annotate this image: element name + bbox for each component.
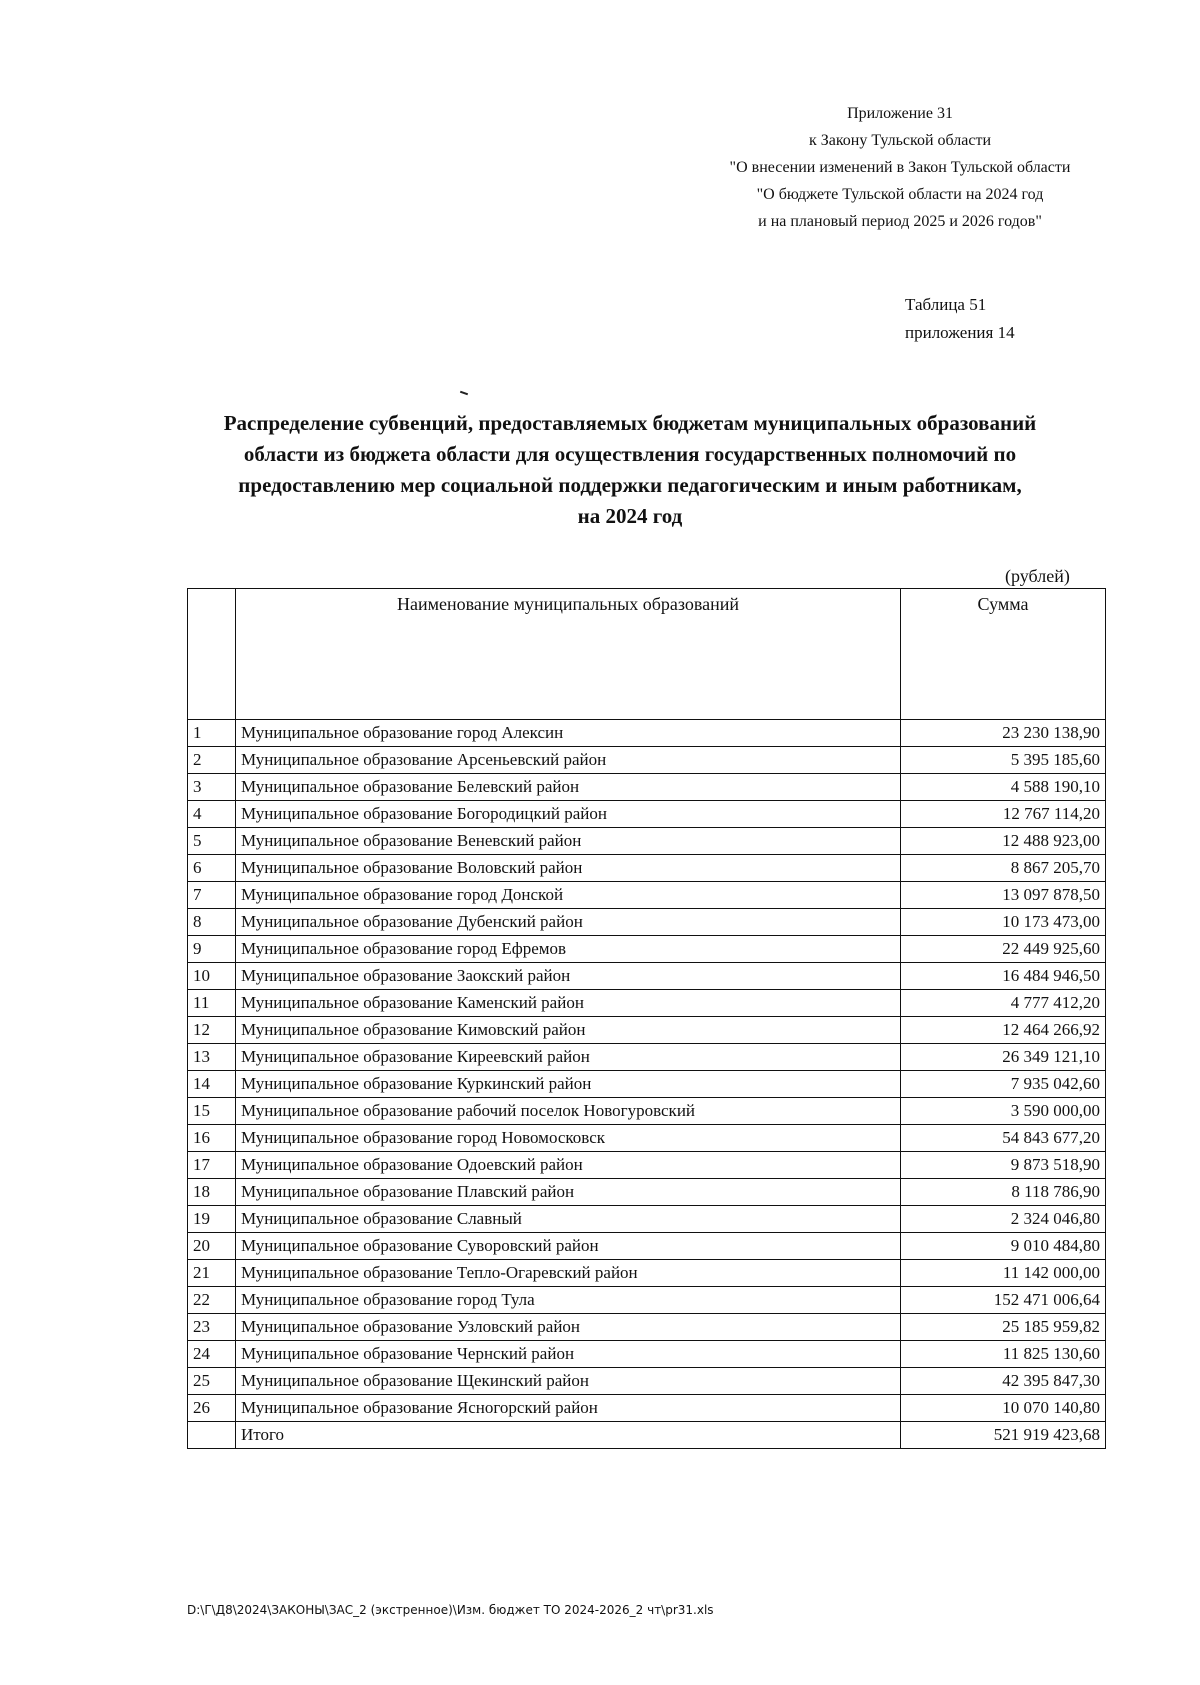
document-title (150, 408, 1110, 532)
row-name: Муниципальное образование Дубенский район (236, 909, 901, 936)
row-sum: 23 230 138,90 (901, 720, 1106, 747)
row-number: 18 (188, 1179, 236, 1206)
row-name: Муниципальное образование Славный (236, 1206, 901, 1233)
table-row (188, 774, 1106, 801)
table-row (188, 990, 1106, 1017)
total-row (188, 1422, 1106, 1449)
row-number: 21 (188, 1260, 236, 1287)
row-sum: 42 395 847,30 (901, 1368, 1106, 1395)
appendix-line: "О внесении изменений в Закон Тульской области (729, 159, 1071, 176)
row-name: Муниципальное образование город Ефремов (236, 936, 901, 963)
row-name: Муниципальное образование Узловский район (236, 1314, 901, 1341)
table-number: Таблица 51 (905, 295, 987, 314)
appendix-line: Приложение 31 (847, 105, 953, 122)
row-sum: 10 173 473,00 (901, 909, 1106, 936)
row-name: Муниципальное образование Киреевский район (236, 1044, 901, 1071)
row-sum: 4 777 412,20 (901, 990, 1106, 1017)
row-number: 6 (188, 855, 236, 882)
header-name: Наименование муниципальных образований (236, 589, 901, 720)
row-sum: 8 118 786,90 (901, 1179, 1106, 1206)
row-name: Муниципальное образование город Алексин (236, 720, 901, 747)
row-name: Муниципальное образование Кимовский район (236, 1017, 901, 1044)
row-number: 11 (188, 990, 236, 1017)
row-number: 5 (188, 828, 236, 855)
row-name: Муниципальное образование Богородицкий район (236, 801, 901, 828)
row-number: 25 (188, 1368, 236, 1395)
row-name: Муниципальное образование Щекинский район (236, 1368, 901, 1395)
table-row (188, 1206, 1106, 1233)
table-row (188, 1260, 1106, 1287)
row-sum: 22 449 925,60 (901, 936, 1106, 963)
row-name: Муниципальное образование Арсеньевский район (236, 747, 901, 774)
appendix-line: и на плановый период 2025 и 2026 годов" (758, 213, 1042, 230)
row-number: 8 (188, 909, 236, 936)
row-sum: 8 867 205,70 (901, 855, 1106, 882)
table-row (188, 1233, 1106, 1260)
row-number: 26 (188, 1395, 236, 1422)
table-reference (905, 291, 1015, 347)
title-line: области из бюджета области для осуществления государственных полномочий по (243, 442, 1017, 466)
table-row (188, 963, 1106, 990)
row-number: 13 (188, 1044, 236, 1071)
row-number: 17 (188, 1152, 236, 1179)
row-name: Муниципальное образование Веневский район (236, 828, 901, 855)
row-name: Муниципальное образование Куркинский район (236, 1071, 901, 1098)
scan-mark (460, 391, 468, 396)
table-row (188, 1125, 1106, 1152)
row-name: Муниципальное образование Ясногорский район (236, 1395, 901, 1422)
row-sum: 11 142 000,00 (901, 1260, 1106, 1287)
total-label: Итого (236, 1422, 901, 1449)
table-row (188, 1179, 1106, 1206)
table-row (188, 747, 1106, 774)
table-row (188, 1044, 1106, 1071)
header-sum: Сумма (901, 589, 1106, 720)
units-label: (рублей) (1005, 566, 1070, 586)
total-number (188, 1422, 236, 1449)
row-name: Муниципальное образование город Донской (236, 882, 901, 909)
row-name: Муниципальное образование Одоевский район (236, 1152, 901, 1179)
row-number: 24 (188, 1341, 236, 1368)
row-number: 10 (188, 963, 236, 990)
row-sum: 152 471 006,64 (901, 1287, 1106, 1314)
row-sum: 12 464 266,92 (901, 1017, 1106, 1044)
row-number: 22 (188, 1287, 236, 1314)
row-sum: 12 488 923,00 (901, 828, 1106, 855)
row-name: Муниципальное образование Заокский район (236, 963, 901, 990)
row-number: 20 (188, 1233, 236, 1260)
table-row (188, 1314, 1106, 1341)
table-row (188, 882, 1106, 909)
row-sum: 4 588 190,10 (901, 774, 1106, 801)
table-row (188, 909, 1106, 936)
row-name: Муниципальное образование город Тула (236, 1287, 901, 1314)
subvention-table (187, 588, 1106, 1449)
annex-number: приложения 14 (905, 323, 1015, 342)
title-line: на 2024 год (577, 504, 683, 528)
row-name: Муниципальное образование Тепло-Огаревский район (236, 1260, 901, 1287)
row-number: 9 (188, 936, 236, 963)
row-name: Муниципальное образование Плавский район (236, 1179, 901, 1206)
row-sum: 2 324 046,80 (901, 1206, 1106, 1233)
appendix-reference (690, 100, 1110, 235)
row-sum: 25 185 959,82 (901, 1314, 1106, 1341)
row-sum: 3 590 000,00 (901, 1098, 1106, 1125)
row-name: Муниципальное образование рабочий поселок Новогуровский (236, 1098, 901, 1125)
row-number: 7 (188, 882, 236, 909)
row-number: 14 (188, 1071, 236, 1098)
row-number: 4 (188, 801, 236, 828)
row-sum: 9 873 518,90 (901, 1152, 1106, 1179)
row-name: Муниципальное образование Белевский район (236, 774, 901, 801)
table-row (188, 1287, 1106, 1314)
table-row (188, 1071, 1106, 1098)
row-number: 15 (188, 1098, 236, 1125)
header-number (188, 589, 236, 720)
table-body (188, 720, 1106, 1422)
row-number: 12 (188, 1017, 236, 1044)
file-path: D:\Г\Д8\2024\ЗАКОНЫ\ЗАС_2 (экстренное)\Изм. бюджет ТО 2024-2026_2 чт\pr31.xls (187, 1603, 714, 1617)
appendix-line: к Закону Тульской области (808, 132, 992, 149)
row-number: 16 (188, 1125, 236, 1152)
table-row (188, 855, 1106, 882)
row-name: Муниципальное образование город Новомосковск (236, 1125, 901, 1152)
title-line: Распределение субвенций, предоставляемых бюджетам муниципальных образований (223, 411, 1037, 435)
row-name: Муниципальное образование Каменский район (236, 990, 901, 1017)
table-row (188, 1368, 1106, 1395)
row-number: 3 (188, 774, 236, 801)
row-number: 2 (188, 747, 236, 774)
table-row (188, 1395, 1106, 1422)
table-row (188, 936, 1106, 963)
row-sum: 5 395 185,60 (901, 747, 1106, 774)
table-row (188, 828, 1106, 855)
table-row (188, 1098, 1106, 1125)
row-sum: 7 935 042,60 (901, 1071, 1106, 1098)
table-row (188, 720, 1106, 747)
row-name: Муниципальное образование Воловский район (236, 855, 901, 882)
total-sum: 521 919 423,68 (901, 1422, 1106, 1449)
row-sum: 12 767 114,20 (901, 801, 1106, 828)
row-sum: 26 349 121,10 (901, 1044, 1106, 1071)
row-name: Муниципальное образование Суворовский район (236, 1233, 901, 1260)
table-row (188, 1152, 1106, 1179)
row-number: 23 (188, 1314, 236, 1341)
row-sum: 16 484 946,50 (901, 963, 1106, 990)
title-line: предоставлению мер социальной поддержки педагогическим и иным работникам, (238, 473, 1022, 497)
row-number: 19 (188, 1206, 236, 1233)
row-sum: 13 097 878,50 (901, 882, 1106, 909)
row-sum: 10 070 140,80 (901, 1395, 1106, 1422)
table-row (188, 1017, 1106, 1044)
table-row (188, 1341, 1106, 1368)
appendix-line: "О бюджете Тульской области на 2024 год (756, 186, 1044, 203)
row-name: Муниципальное образование Чернский район (236, 1341, 901, 1368)
row-number: 1 (188, 720, 236, 747)
row-sum: 54 843 677,20 (901, 1125, 1106, 1152)
row-sum: 9 010 484,80 (901, 1233, 1106, 1260)
row-sum: 11 825 130,60 (901, 1341, 1106, 1368)
table-header-row (188, 589, 1106, 720)
table-row (188, 801, 1106, 828)
